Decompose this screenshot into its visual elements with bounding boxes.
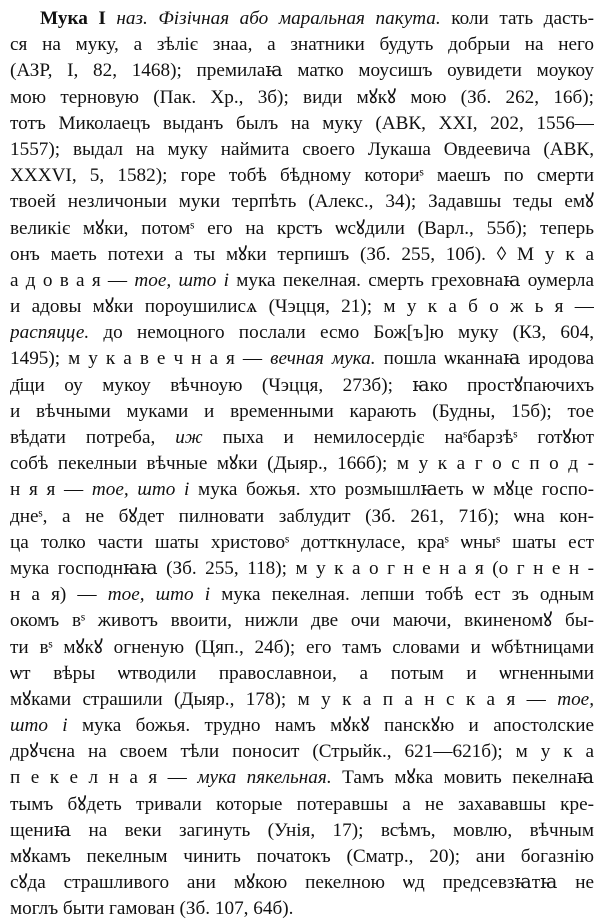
text-segment: мука господнꙗꙗ (Зб. 255, 118); м у к а о г н е н а я (о г н е н - [10, 557, 594, 579]
text-line [10, 6, 594, 32]
text-line [10, 870, 594, 896]
text-segment: тотъ Миколаецъ выданъ былъ на муку (АВК, XXI, 202, 1556— [10, 112, 594, 134]
italic-gloss: тое, што і [91, 479, 190, 501]
dictionary-entry [10, 6, 594, 923]
text-segment: собѣ пекелныи вѣчные мꙋки (Дыяр., 166б); м у к а г о с п о д - [10, 453, 594, 475]
italic-gloss: што і [10, 715, 68, 737]
text-segment: мука божья. трудно намъ мꙋкꙋ панскꙋю и апостолские [67, 715, 594, 737]
text-segment: 1557); выдал на муку наймита своего Лукаша Овдеевича (АВК, [10, 138, 594, 160]
text-segment: коли тать дасть- [440, 8, 594, 29]
text-segment: мꙋками страшили (Дыяр., 178); м у к а п а н с к а я — [10, 688, 558, 710]
text-line [10, 451, 594, 477]
text-line [10, 792, 594, 818]
text-line [10, 137, 594, 163]
text-segment: щениꙗ на веки загинуть (Унія, 17); всѣмъ, мовлю, вѣчным [10, 819, 594, 841]
text-line [10, 268, 594, 294]
text-line [10, 635, 594, 661]
italic-gloss: тое, што і [107, 584, 211, 606]
text-segment: ти вˢ мꙋкꙋ огненую (Цяп., 24б); его тамъ словами и ѡбѣтницами [10, 636, 594, 658]
text-segment [106, 8, 117, 29]
text-segment: ся на муку, а зѣліє знаа, а знатники будуть добрыи на него [10, 34, 594, 56]
text-line [10, 713, 594, 739]
text-line [10, 844, 594, 870]
italic-gloss: иж [175, 427, 203, 448]
text-segment: ѡт вѣры ѡтводили православнои, а потым и ѡгненными [10, 662, 594, 684]
text-segment: великіє мꙋки, потомˢ его на крстъ ѡсꙋдили (Варл., 55б); теперь [10, 217, 594, 239]
text-line [10, 85, 594, 111]
text-segment: мою терновую (Пак. Хр., 3б); види мꙋкꙋ мою (Зб. 262, 16б); [10, 86, 594, 108]
text-segment: а д о в а я — [10, 269, 135, 291]
text-line [10, 111, 594, 137]
text-segment: д҃щи оу мукоу вѣчноую (Чэцця, 273б); ꙗко простꙋпаючихъ [10, 374, 594, 396]
text-line [10, 216, 594, 242]
text-segment: вѣдати потреба, [10, 427, 176, 448]
text-segment: мука пекелная. смерть греховнаꙗ оумерла [229, 269, 594, 291]
italic-gloss: мука пякельная. [197, 767, 332, 789]
text-segment: и вѣчными муками и временными карають (Будны, 15б); тое [10, 400, 594, 422]
text-segment: моглъ быти гамован (Зб. 107, 64б). [10, 898, 294, 920]
text-line [10, 189, 594, 215]
text-segment: Тамъ мꙋка мовить пекелнаꙗ [331, 767, 594, 789]
text-segment: н а я) — [10, 584, 108, 606]
text-segment: пошла ѡканнаꙗ иродова [375, 348, 594, 370]
text-segment: твоей незличоныи муки терпѣть (Алекс., 34); Задавшы теды емꙋ [10, 191, 594, 213]
text-line [10, 661, 594, 687]
headword: Мука I [40, 8, 106, 29]
text-line [10, 425, 594, 451]
text-segment: пыха и немилосердіє наˢбарзѣˢ готꙋют [202, 427, 594, 448]
text-line [10, 294, 594, 320]
text-segment: ца толко части шаты христовоˢ дотткнуласе, краˢ ѡныˢ шаты ест [10, 531, 594, 553]
text-segment: н я я — [10, 479, 92, 501]
text-segment: до немоцного послали есмо Бож[ъ]ю муку (КЗ, 604, [89, 322, 594, 344]
italic-gloss: тое, [557, 688, 594, 710]
italic-gloss: тое, што і [134, 269, 229, 291]
text-segment: п е к е л н а я — [10, 767, 198, 789]
text-line [10, 242, 594, 268]
text-line [10, 346, 594, 372]
text-segment: мука божья. хто розмышлꙗеть ѡ мꙋце госпо- [189, 479, 594, 501]
italic-gloss: наз. Фізічная або маральная пакута. [116, 8, 441, 29]
text-segment: мука пекелная. лепши тобѣ ест зъ одным [210, 584, 594, 606]
text-line [10, 765, 594, 791]
text-line [10, 530, 594, 556]
text-line [10, 504, 594, 530]
text-segment: дрꙋчєна на своем тѣли поносит (Стрыйк., 621—621б); м у к а [10, 741, 594, 763]
text-segment: 1495); м у к а в е ч н а я — [10, 348, 271, 370]
text-segment: сꙋда страшливого ани мꙋкою пекелною ѡд предсевзꙗтꙗ не [10, 872, 594, 894]
italic-gloss: распяцце. [10, 322, 90, 344]
text-line [10, 477, 594, 503]
text-line [10, 818, 594, 844]
text-line [10, 687, 594, 713]
text-line [10, 320, 594, 346]
text-line [10, 739, 594, 765]
text-segment: мꙋкамъ пекелным чинить початокъ (Сматр., 20); ани богазнію [10, 846, 594, 867]
text-line [10, 556, 594, 582]
text-line [10, 399, 594, 425]
text-segment: и адовы мꙋки пороушилисѧ (Чэцця, 21); м у к а б о ж ь я — [10, 296, 594, 318]
text-line [10, 32, 594, 58]
text-line [10, 608, 594, 634]
text-line [10, 373, 594, 399]
text-segment: (АЗР, I, 82, 1468); премилаꙗ матко моусишъ оувидети моукоу [10, 60, 594, 82]
text-line [10, 163, 594, 189]
text-segment: тымъ бꙋдеть тривали которые потеравшы а не захававшы кре- [10, 793, 594, 815]
text-segment: днеˢ, а не бꙋдет пилновати заблудит (Зб. 261, 71б); ѡна кон- [10, 505, 594, 527]
text-line [10, 582, 594, 608]
text-segment: онъ маеть потехи а ты мꙋки терпишъ (Зб. 255, 10б). ◊ М у к а [10, 243, 594, 265]
italic-gloss: вечная мука. [270, 348, 376, 370]
text-segment: XXXVI, 5, 1582); горе тобѣ бѣдному коториˢ маешъ по смерти [10, 165, 594, 187]
text-line [10, 896, 594, 922]
text-segment: окомъ вˢ животъ ввоити, нижли две очи маючи, вкиненомꙋ бы- [10, 610, 594, 632]
text-line [10, 58, 594, 84]
